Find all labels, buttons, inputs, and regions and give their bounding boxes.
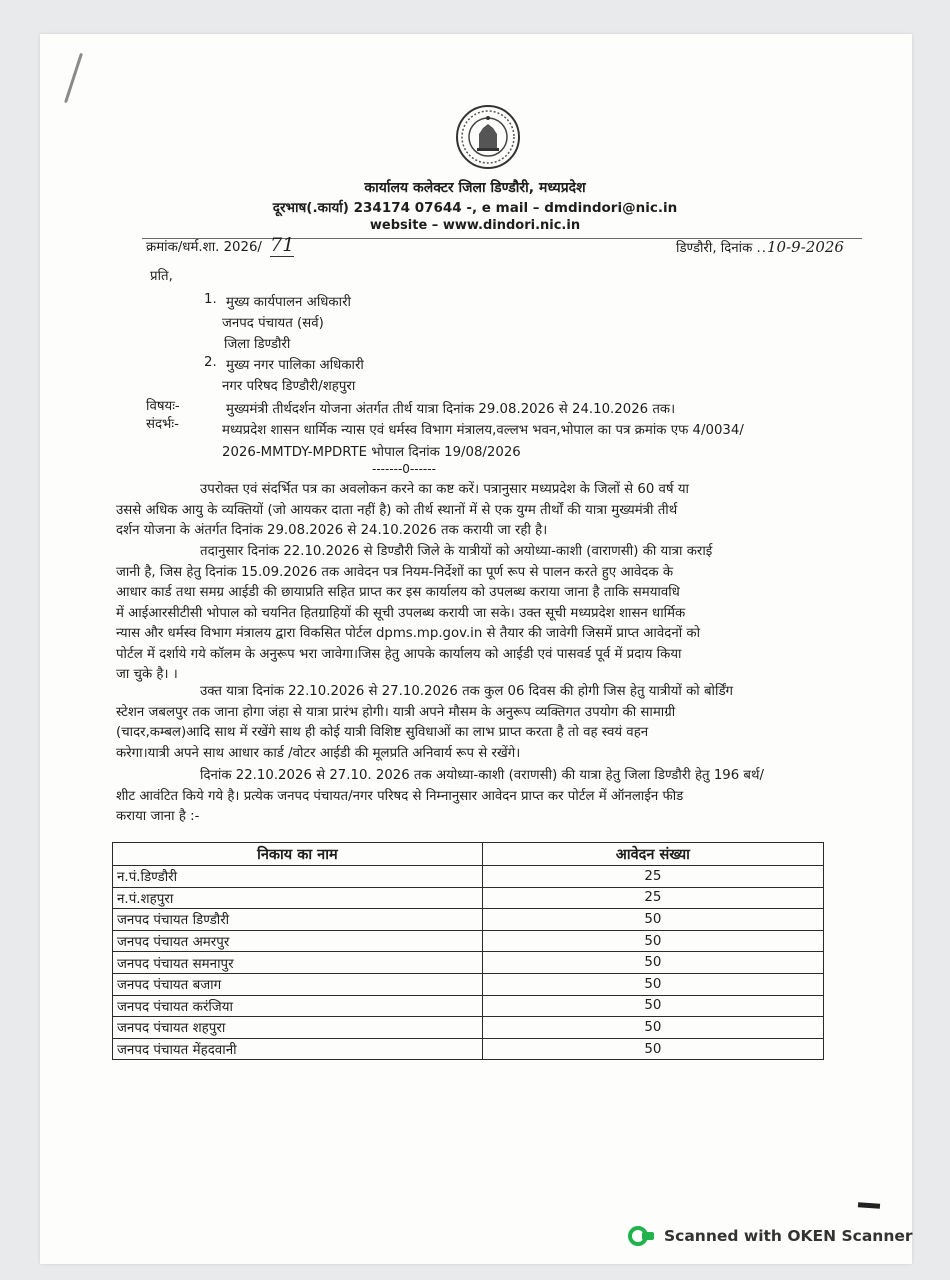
paragraph-line: उपरोक्त एवं संदर्भित पत्र का अवलोकन करने का कष्ट करें। पत्रानुसार मध्यप्रदेश के जिलों से 60 वर्ष या: [200, 482, 689, 497]
body-name-cell: जनपद पंचायत शहपुरा: [113, 1017, 483, 1039]
paragraph-line: तदानुसार दिनांक 22.10.2026 से डिण्डौरी जिले के यात्रीयों को अयोध्या-काशी (वाराणसी) की यात्रा कराई: [200, 544, 713, 559]
paragraph-line: दर्शन योजना के अंतर्गत दिनांक 29.08.2026 से 24.10.2026 तक करायी जा रही है।: [116, 523, 548, 538]
paragraph-3: [116, 682, 832, 764]
to-label: प्रति,: [150, 269, 173, 284]
paragraph-line: दिनांक 22.10.2026 से 27.10. 2026 तक अयोध्या-काशी (वराणसी) की यात्रा हेतु जिला डिण्डौरी हेतु 196 बर्थ/: [200, 768, 764, 783]
application-count-cell: 25: [482, 866, 823, 888]
recipient-1-line-2: जनपद पंचायत (सर्व): [222, 316, 324, 331]
application-count-cell: 50: [482, 909, 823, 931]
subject-label: विषयः-: [146, 399, 180, 414]
table-row: [113, 973, 824, 995]
reference-line-2: 2026-MMTDY-MPDRTE भोपाल दिनांक 19/08/2026: [222, 445, 521, 460]
application-count-cell: 50: [482, 973, 823, 995]
date-prefix: डिण्डौरी, दिनांक: [676, 241, 753, 256]
column-header-application-count: आवेदन संख्या: [482, 843, 823, 866]
separator: -------0------: [372, 462, 436, 476]
recipient-2-line-1: मुख्य नगर पालिका अधिकारी: [226, 358, 364, 373]
table-row: [113, 866, 824, 888]
letter-date: डिण्डौरी, दिनांक ..10-9-2026: [676, 238, 844, 256]
body-name-cell: जनपद पंचायत बजाग: [113, 973, 483, 995]
paragraph-line: शीट आवंटित किये गये है। प्रत्येक जनपद पंचायत/नगर परिषद से निम्नानुसार आवेदन प्राप्त कर पोर्टल में ऑनलाईन फीड: [116, 788, 684, 804]
table-row: [113, 909, 824, 931]
paragraph-line: न्यास और धर्मस्व विभाग मंत्रालय द्वारा विकसित पोर्टल dpms.mp.gov.in से तैयार की जावेगी जिसमें प्राप्त आवेदनों को: [116, 626, 701, 641]
ref-number: [146, 234, 294, 256]
recipient-2-number: 2.: [204, 355, 217, 370]
government-emblem-icon: [455, 104, 521, 170]
table-row: [113, 952, 824, 974]
table-header-row: [113, 843, 824, 866]
office-contact: दूरभाष(.कार्या) 234174 07644 -, e mail – dmdindori@nic.in: [272, 200, 678, 216]
ref-number-handwritten: 71: [270, 234, 295, 256]
paragraph-line: उक्त यात्रा दिनांक 22.10.2026 से 27.10.2026 तक कुल 06 दिवस की होगी जिस हेतु यात्रीयों को बोर्डिंग: [200, 684, 734, 699]
oken-scanner-logo-icon: [628, 1226, 654, 1246]
application-count-cell: 50: [482, 952, 823, 974]
paragraph-1: [116, 480, 832, 542]
paragraph-line: में आईआरसीटीसी भोपाल को चयनित हितग्राहियों की सूची उपलब्ध करायी जा सके। उक्त सूची मध्यप्रदेश शासन धार्मिक: [116, 605, 686, 621]
recipient-1-line-1: मुख्य कार्यपालन अधिकारी: [226, 295, 351, 310]
application-count-cell: 50: [482, 1038, 823, 1060]
reference-label: संदर्भः-: [146, 417, 179, 432]
table-row: [113, 995, 824, 1017]
recipient-1-number: 1.: [204, 292, 217, 307]
application-count-cell: 50: [482, 930, 823, 952]
paragraph-line: उससे अधिक आयु के व्यक्तियों (जो आयकर दाता नहीं है) को तीर्थ स्थानों में से एक युग्म तीर्थों की यात्रा मुख्यमंत्री तीर्थ: [116, 502, 678, 518]
paragraph-line: आधार कार्ड तथा समग्र आईडी की छायाप्रति सहित प्राप्त कर इस कार्यालय को उपलब्ध कराया जाना है ताकि समयावधि: [116, 585, 680, 600]
paragraph-line: जानी है, जिस हेतु दिनांक 15.09.2026 तक आवेदन पत्र नियम-निर्देशों का पूर्ण रूप से पालन करते हुए आवेदक के: [116, 564, 674, 580]
application-count-cell: 50: [482, 1017, 823, 1039]
paragraph-line: जा चुके है। ।: [116, 667, 178, 682]
paragraph-line: करेगा।यात्री अपने साथ आधार कार्ड /वोटर आईडी की मूलप्रति अनिवार्य रूप से रखेंगे।: [116, 745, 521, 761]
office-title: कार्यालय कलेक्टर जिला डिण्डौरी, मध्यप्रदेश: [364, 180, 586, 196]
scanner-watermark-text: Scanned with OKEN Scanner: [664, 1227, 913, 1245]
table-row: [113, 1038, 824, 1060]
paragraph-line: (चादर,कम्बल)आदि साथ में रखेंगे साथ ही कोई यात्री विशिष्ट सुविधाओं का लाभ प्राप्त करता है तो वह स्वयं वहन: [116, 725, 649, 740]
table-row: [113, 887, 824, 909]
recipient-1-line-3: जिला डिण्डौरी: [224, 337, 291, 352]
paragraph-2: [116, 542, 832, 686]
body-name-cell: न.पं.शहपुरा: [113, 887, 483, 909]
applications-table: [112, 842, 824, 1060]
body-name-cell: जनपद पंचायत अमरपुर: [113, 930, 483, 952]
paragraph-line: पोर्टल में दर्शाये गये कॉलम के अनुरूप भरा जावेगा।जिस हेतु आपके कार्यालय को आईडी एवं पासवर्ड पूर्व में प्रदाय किया: [116, 646, 682, 662]
application-count-cell: 50: [482, 995, 823, 1017]
body-name-cell: न.पं.डिण्डौरी: [113, 866, 483, 888]
scanner-watermark: [628, 1226, 913, 1246]
date-handwritten: 10-9-2026: [767, 238, 844, 256]
table-row: [113, 1017, 824, 1039]
ref-number-prefix: क्रमांक/धर्म.शा. 2026/: [146, 240, 262, 255]
paragraph-line: स्टेशन जबलपुर तक जाना होगा जंहा से यात्रा प्रारंभ होगी। यात्री अपने मौसम के अनुरूप व्यक्तिगत उपयोग की सामाग्री: [116, 704, 676, 720]
body-name-cell: जनपद पंचायत मेंहदवानी: [113, 1038, 483, 1060]
table-row: [113, 930, 824, 952]
recipient-2-line-2: नगर परिषद डिण्डौरी/शहपुरा: [222, 379, 356, 394]
body-name-cell: जनपद पंचायत समनापुर: [113, 952, 483, 974]
subject-text: मुख्यमंत्री तीर्थदर्शन योजना अंतर्गत तीर्थ यात्रा दिनांक 29.08.2026 से 24.10.2026 तक।: [226, 402, 676, 417]
column-header-body-name: निकाय का नाम: [113, 843, 483, 866]
office-website: website – www.dindori.nic.in: [369, 218, 581, 233]
application-count-cell: 25: [482, 887, 823, 909]
body-name-cell: जनपद पंचायत करंजिया: [113, 995, 483, 1017]
body-name-cell: जनपद पंचायत डिण्डौरी: [113, 909, 483, 931]
paragraph-4: [116, 766, 832, 828]
paragraph-line: कराया जाना है :-: [116, 809, 200, 824]
reference-line-1: मध्यप्रदेश शासन धार्मिक न्यास एवं धर्मस्व विभाग मंत्रालय,वल्लभ भवन,भोपाल का पत्र क्रमांक एफ 4/0034/: [222, 423, 744, 438]
